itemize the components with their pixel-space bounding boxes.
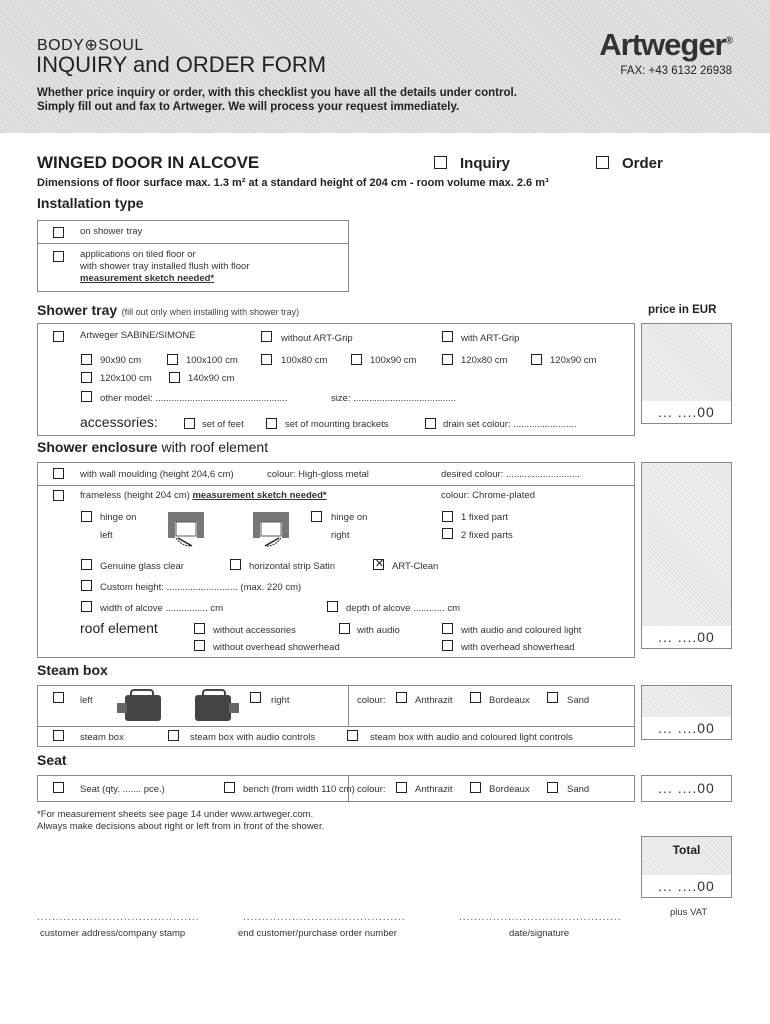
glass-clear-checkbox[interactable] (81, 559, 92, 570)
with-grip-checkbox[interactable] (442, 331, 453, 342)
steam-right-checkbox[interactable] (250, 692, 261, 703)
accessories-label: accessories: (80, 414, 158, 430)
door-hinge-left-icon (166, 510, 206, 548)
product-title: WINGED DOOR IN ALCOVE (37, 153, 260, 172)
tiled-floor-checkbox[interactable] (53, 251, 64, 262)
steam-bordeaux-label: Bordeaux (489, 695, 530, 706)
with-audio-checkbox[interactable] (339, 623, 350, 634)
size-120x80-checkbox[interactable] (442, 354, 453, 365)
without-grip-checkbox[interactable] (261, 331, 272, 342)
total-box (641, 836, 732, 898)
hinge-right-checkbox[interactable] (311, 511, 322, 522)
steam-left-checkbox[interactable] (53, 692, 64, 703)
steam-left-label: left (80, 695, 93, 706)
without-grip-label: without ART-Grip (281, 333, 353, 344)
plus-vat-label: plus VAT (670, 907, 708, 918)
brackets-checkbox[interactable] (266, 418, 277, 429)
frameless-colour-label: colour: Chrome-plated (441, 490, 535, 501)
strip-satin-label: horizontal strip Satin (249, 561, 336, 572)
size-label: 100x100 cm (186, 355, 238, 366)
installation-heading: Installation type (37, 195, 144, 211)
hinge-on-label: hinge on (331, 512, 368, 523)
glass-clear-label: Genuine glass clear (100, 561, 184, 572)
with-showerhead-checkbox[interactable] (442, 640, 453, 651)
enclosure-price-field[interactable]: ... ....00 (642, 626, 731, 648)
steam-colour-label: colour: (357, 695, 386, 706)
strip-satin-checkbox[interactable] (230, 559, 241, 570)
steam-price-field[interactable]: ... ....00 (642, 717, 731, 739)
set-of-feet-label: set of feet (202, 419, 244, 430)
size-label: 120x90 cm (550, 355, 597, 366)
total-field[interactable]: ... ....00 (642, 875, 731, 897)
hinge-on-label: hinge on (100, 512, 137, 523)
header-band (0, 0, 770, 133)
seat-sand-label: Sand (567, 784, 590, 795)
custom-height-checkbox[interactable] (81, 580, 92, 591)
sabine-checkbox[interactable] (53, 331, 64, 342)
order-label: Order (622, 155, 663, 172)
one-fixed-part-checkbox[interactable] (442, 511, 453, 522)
on-shower-tray-label: on shower tray (80, 226, 143, 237)
other-model-field[interactable]: other model: .................................................. (100, 393, 288, 404)
with-grip-label: with ART-Grip (461, 333, 520, 344)
steam-right-label: right (271, 695, 290, 706)
size-100x80-checkbox[interactable] (261, 354, 272, 365)
inquiry-checkbox[interactable] (434, 156, 447, 169)
wall-moulding-checkbox[interactable] (53, 468, 64, 479)
size-field[interactable]: size: ....................................... (331, 393, 457, 404)
steam-audio-label: steam box with audio controls (190, 732, 316, 743)
frameless-checkbox[interactable] (53, 490, 64, 501)
bench-label: bench (from width 110 cm) (243, 784, 355, 795)
seat-qty-field[interactable]: Seat (qty. ....... pce.) (80, 784, 165, 795)
tiled-floor-label: applications on tiled floor or (80, 249, 196, 260)
steam-box-label: steam box (80, 732, 124, 743)
depth-alcove-checkbox[interactable] (327, 601, 338, 612)
size-label: 90x90 cm (100, 355, 142, 366)
shower-tray-heading: Shower tray (fill out only when installing with shower tray) (37, 302, 300, 318)
seat-price-field[interactable]: ... ....00 (642, 776, 731, 801)
steam-box-checkbox[interactable] (53, 730, 64, 741)
seat-anthrazit-label: Anthrazit (415, 784, 453, 795)
depth-alcove-field[interactable]: depth of alcove ............ cm (346, 603, 461, 614)
with-audio-light-label: with audio and coloured light (461, 625, 582, 636)
steam-bordeaux-checkbox[interactable] (470, 692, 481, 703)
steam-audio-checkbox[interactable] (168, 730, 179, 741)
brackets-label: set of mounting brackets (285, 419, 389, 430)
seat-bordeaux-label: Bordeaux (489, 784, 530, 795)
drain-set-checkbox[interactable] (425, 418, 436, 429)
steam-sand-checkbox[interactable] (547, 692, 558, 703)
size-120x90-checkbox[interactable] (531, 354, 542, 365)
tray-price-field[interactable]: ... ....00 (642, 401, 731, 423)
frameless-label: frameless (height 204 cm) measurement sketch needed* (80, 490, 327, 501)
customer-stamp-label: customer address/company stamp (40, 928, 186, 939)
drain-set-label: drain set colour: ........................ (443, 419, 577, 430)
roof-element-label: roof element (80, 620, 158, 636)
two-fixed-parts-checkbox[interactable] (442, 528, 453, 539)
steam-box-left-icon (115, 689, 171, 723)
seat-colour-label: colour: (357, 784, 386, 795)
without-showerhead-label: without overhead showerhead (213, 642, 340, 653)
size-label: 100x90 cm (370, 355, 417, 366)
sketch-needed-label: measurement sketch needed* (80, 273, 215, 284)
size-90x90-checkbox[interactable] (81, 354, 92, 365)
seat-bordeaux-checkbox[interactable] (470, 782, 481, 793)
with-showerhead-label: with overhead showerhead (461, 642, 575, 653)
seat-checkbox[interactable] (53, 782, 64, 793)
enclosure-heading: Shower enclosure with roof element (37, 439, 269, 455)
steam-box-heading: Steam box (37, 662, 108, 678)
sabine-label: Artweger SABINE/SIMONE (80, 330, 196, 341)
steam-anthrazit-checkbox[interactable] (396, 692, 407, 703)
other-model-checkbox[interactable] (81, 391, 92, 402)
date-signature-line[interactable]: ........................................... (459, 912, 622, 923)
one-fixed-part-label: 1 fixed part (461, 512, 508, 523)
size-label: 120x80 cm (461, 355, 508, 366)
on-shower-tray-checkbox[interactable] (53, 227, 64, 238)
dimensions-note: Dimensions of floor surface max. 1.3 m² at a standard height of 204 cm - room volume max. 2.6 m³ (37, 177, 549, 189)
seat-heading: Seat (37, 752, 67, 768)
seat-price-box (641, 775, 732, 802)
without-showerhead-checkbox[interactable] (194, 640, 205, 651)
right-label: right (331, 530, 350, 541)
steam-price-box (641, 685, 732, 740)
tiled-floor-label-2: with shower tray installed flush with floor (80, 261, 250, 272)
wall-moulding-label: with wall moulding (height 204,6 cm) (80, 469, 234, 480)
two-fixed-parts-label: 2 fixed parts (461, 530, 513, 541)
desired-colour-field[interactable]: desired colour: ............................ (441, 469, 580, 480)
size-label: 120x100 cm (100, 373, 152, 384)
brand-name: BODY⊕SOUL (37, 37, 144, 54)
moulding-colour-label: colour: High-gloss metal (267, 469, 369, 480)
fax-number: FAX: +43 6132 26938 (620, 65, 732, 77)
form-title: INQUIRY and ORDER FORM (36, 52, 327, 77)
enclosure-price-box (641, 462, 732, 649)
without-accessories-label: without accessories (213, 625, 296, 636)
end-customer-label: end customer/purchase order number (238, 928, 397, 939)
size-100x100-checkbox[interactable] (167, 354, 178, 365)
size-120x100-checkbox[interactable] (81, 372, 92, 383)
with-audio-light-checkbox[interactable] (442, 623, 453, 634)
size-label: 100x80 cm (281, 355, 328, 366)
order-checkbox[interactable] (596, 156, 609, 169)
date-signature-label: date/signature (509, 928, 570, 939)
footnote-line-2: Always make decisions about right or left from in front of the shower. (37, 821, 325, 832)
inquiry-label: Inquiry (460, 155, 511, 172)
size-label: 140x90 cm (188, 373, 235, 384)
size-100x90-checkbox[interactable] (351, 354, 362, 365)
steam-sand-label: Sand (567, 695, 590, 706)
end-customer-line[interactable]: ........................................... (243, 912, 406, 923)
width-alcove-checkbox[interactable] (81, 601, 92, 612)
bench-checkbox[interactable] (224, 782, 235, 793)
size-140x90-checkbox[interactable] (169, 372, 180, 383)
hinge-left-checkbox[interactable] (81, 511, 92, 522)
seat-sand-checkbox[interactable] (547, 782, 558, 793)
intro-text: Whether price inquiry or order, with this checklist you have all the details under control. Simply fill out and fax to Artweger. We will process your request immediately. (37, 87, 517, 113)
without-accessories-checkbox[interactable] (194, 623, 205, 634)
tray-price-box (641, 323, 732, 424)
width-alcove-field[interactable]: width of alcove ................ cm (100, 603, 224, 614)
steam-audio-light-checkbox[interactable] (347, 730, 358, 741)
footnote-line-1: *For measurement sheets see page 14 under www.artweger.com. (37, 809, 314, 820)
steam-box-right-icon (185, 689, 241, 723)
custom-height-field[interactable]: Custom height: ........................... (max. 220 cm) (100, 582, 302, 593)
seat-anthrazit-checkbox[interactable] (396, 782, 407, 793)
door-hinge-right-icon (251, 510, 291, 548)
art-clean-checkbox[interactable] (373, 559, 384, 570)
left-label: left (100, 530, 113, 541)
with-audio-label: with audio (357, 625, 400, 636)
steam-anthrazit-label: Anthrazit (415, 695, 453, 706)
total-label: Total (672, 843, 701, 857)
set-of-feet-checkbox[interactable] (184, 418, 195, 429)
price-heading: price in EUR (648, 304, 717, 316)
artweger-logo: Artweger® (599, 27, 732, 62)
art-clean-label: ART-Clean (392, 561, 439, 572)
customer-stamp-line[interactable]: ........................................... (37, 912, 200, 923)
steam-audio-light-label: steam box with audio and coloured light controls (370, 732, 573, 743)
